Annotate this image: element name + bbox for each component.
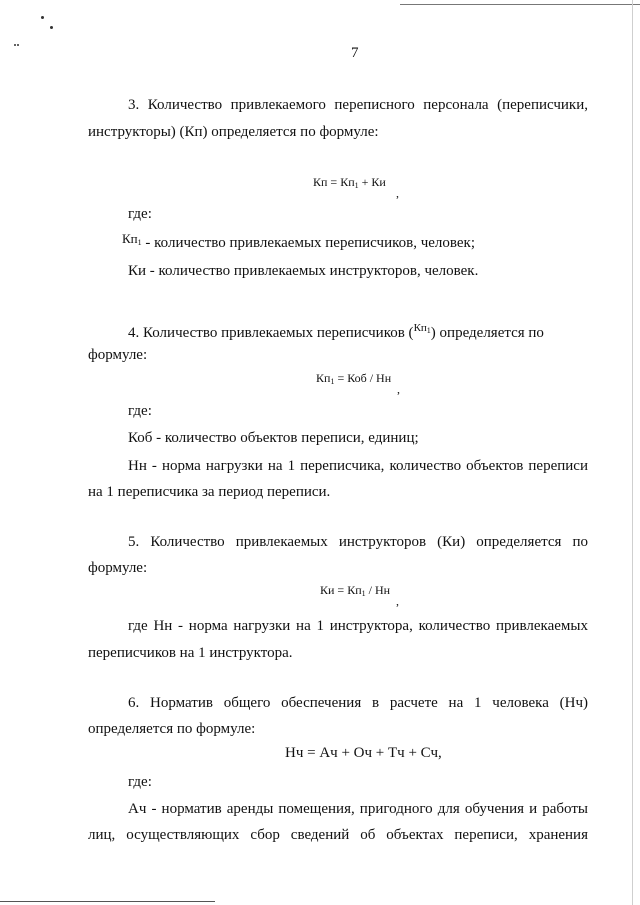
scan-speck [17,44,19,46]
item5-line2: формуле: [88,560,148,576]
formula-kp [313,175,386,193]
bottom-rule [0,901,215,902]
definition-nn-line1: Нн - норма нагрузки на 1 переписчика, количество объектов переписи [128,458,588,474]
scan-speck [41,16,44,19]
definition-ach-line1: Ач - норматив аренды помещения, пригодного для обучения и работы [128,801,588,817]
item3-line1: 3. Количество привлекаемого переписного персонала (переписчики, [128,97,588,113]
formula-kp-part2: + Ки [358,175,386,189]
top-rule [400,4,640,5]
definition-kp1-text: - количество привлекаемых переписчиков, человек; [141,235,476,251]
formula-kp-sub: 1 [354,181,359,190]
formula-kp1-comma: , [397,382,400,396]
page-number: 7 [351,45,359,61]
definition-kob: Коб - количество объектов переписи, единиц; [128,430,419,446]
definition-kp1-sub: 1 [137,238,142,247]
formula-nch: Нч = Ач + Оч + Тч + Сч, [285,745,442,761]
formula-ki-part2: / Нн [365,583,391,597]
item6-line1: 6. Норматив общего обеспечения в расчете на 1 человека (Нч) [128,695,588,711]
item4-text-b: ) определяется по [430,325,544,341]
item4-symbol: Кп [413,322,427,334]
formula-kp-part1: Кп = Кп [313,175,355,189]
formula-kp1-part2: = Коб / Нн [334,371,392,385]
where-label-1: где: [128,206,152,222]
formula-kp1-sub: 1 [330,377,335,386]
formula-ki-part1: Ки = Кп [320,583,362,597]
formula-kp-comma: , [396,186,399,200]
formula-kp1-part1: Кп [316,371,331,385]
item3-line2: инструкторы) (Кп) определяется по формуле: [88,124,379,140]
definition-kp1 [122,229,475,253]
definition-nn-instructor-line1: где Нн - норма нагрузки на 1 инструктора, количество привлекаемых [128,618,588,634]
definition-ach-line2: лиц, осуществляющих сбор сведений об объектах переписи, хранения [88,827,588,843]
definition-kp1-symbol: Кп [122,231,138,246]
item6-line2: определяется по формуле: [88,721,256,737]
formula-ki-comma: , [396,594,399,608]
formula-kp1 [316,371,391,389]
item4-text-a: 4. Количество привлекаемых переписчиков ( [128,325,414,341]
formula-ki-sub: 1 [361,589,366,598]
where-label-2: где: [128,403,152,419]
scan-speck [50,26,53,29]
where-label-3: где: [128,774,152,790]
item5-line1: 5. Количество привлекаемых инструкторов (Ки) определяется по [128,534,588,550]
definition-nn-line2: на 1 переписчика за период переписи. [88,484,331,500]
page-edge [632,0,633,905]
item4-line2: формуле: [88,347,148,363]
item4-sub: 1 [426,326,431,335]
item4-line1 [128,318,588,343]
definition-nn-instructor-line2: переписчиков на 1 инструктора. [88,645,293,661]
definition-ki: Ки - количество привлекаемых инструкторов, человек. [128,263,479,279]
scan-speck [14,44,16,46]
formula-ki [320,583,390,601]
